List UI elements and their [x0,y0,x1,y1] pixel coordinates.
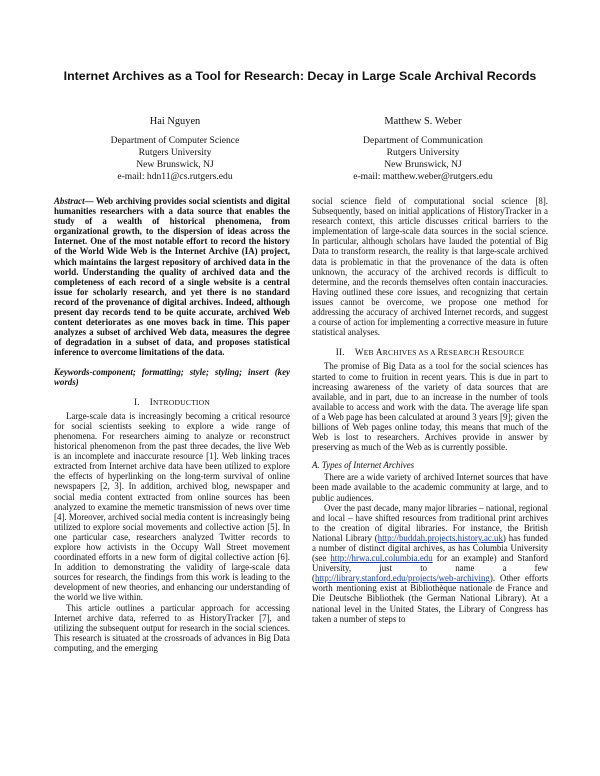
author-block-2 [338,116,508,183]
author-name: Matthew S. Weber [384,116,462,127]
keywords: Keywords-component; formatting; style; styling; insert (key words) [54,366,290,387]
author-email: e-mail: hdn11@cs.rutgers.edu [117,171,233,182]
right-column [312,196,548,624]
link-british-library[interactable]: http://buddah.projects.history.ac.uk [377,532,503,543]
link-stanford[interactable]: http://library.stanford.edu/projects/web-archiving [314,573,490,584]
abstract-lead: Abstract [54,196,85,206]
types-paragraph-1: There are a wide variety of archived Internet sources that have been made available to the academic community at large, and to public audiences. [312,472,548,503]
section-2-paragraph: The promise of Big Data as a tool for the social sciences has started to come to fruition in recent years. This is due in part to increasing awareness of the variety of data sources that are available, and in part, due to an increase in the number of tools available to access and work with the data. The average life span of a Web page has been calculated at around 3 years [9]; given the billions of Web pages online today, this means that much of the Web is lost to researchers. Archives provide in answer by preserving as much of the Web as is currently possible. [312,361,548,453]
intro-paragraph-2: This article outlines a particular approach for accessing Internet archive data, referred to as HistoryTracker [7], and utilizing the subsequent output for research in the social sciences. This research is situated at the crossroads of advances in Big Data computing, and the emerging [54,602,290,653]
author-email: e-mail: matthew.weber@rutgers.edu [353,171,493,182]
author-department: Department of Computer Science [110,135,240,146]
link-columbia[interactable]: http://hrwa.cul.columbia.edu [330,553,433,564]
author-city: New Brunswick, NJ [136,159,214,170]
abstract [54,196,290,358]
author-university: Rutgers University [138,147,212,158]
author-name: Hai Nguyen [149,116,201,127]
abstract-dash: — [84,196,96,206]
continued-paragraph: social science field of computational social science [8]. Subsequently, based on initial applications of HistoryTracker in a research context, this article discusses critical barriers to the implementation of large-scale data sources in the social science. In particular, although scholars have lauded the potential of Big Data to transform research, the reality is that large-scale archived data is problematic in that the provenance of the data is often unknown, the accuracy of the archived records is difficult to determine, and the records themselves often contain inaccuracies. Having outlined these core issues, and recognizing that certain issues cannot be overcome, we propose one method for addressing the accuracy of archived Internet records, and suggest a course of action for implementing a corrective measure in future statistical analyses. [312,196,548,338]
author-city: New Brunswick, NJ [384,159,462,170]
section-heading-web-archives: II. WEB ARCHIVES AS A RESEARCH RESOURCE [335,347,525,358]
left-column [54,196,290,653]
author-department: Department of Communication [363,135,483,146]
author-block-1 [90,116,260,183]
paper-title: Internet Archives as a Tool for Research: Decay in Large Scale Archival Records [63,69,537,83]
author-university: Rutgers University [386,147,460,158]
intro-paragraph-1: Large-scale data is increasingly becoming a critical resource for social scientists seeking to explore a wide range of phenomena. For researchers aiming to analyze or reconstruct historical phenomenon from the past three decades, the live Web is an incomplete and inaccurate resource [1]. Web linking traces extracted from Internet archive data have been utilized to explore the effects of hyperlinking on the long-term survival of online newspapers [2, 3]. In addition, archived blog, newspaper and social media content extracted from online sources has been analyzed to examine the memetic transmission of news over time [4]. Moreover, archived social media content is increasingly being utilized to explore social movements and collective action [5]. In one particular case, researchers analyzed Twitter records to explore how activists in the Occupy Wall Street movement coordinated efforts in a new form of digital collective action [6]. In addition to demonstrating the validity of large-scale data sources for research, the findings from this work is leading to the development of new theories, and enhancing our understanding of the world we live within. [54,410,290,603]
types-paragraph-2: Over the past decade, many major libraries – national, regional and local – have shifted resources from traditional print archives to the creation of digital libraries. For instance, the British National Library (http://buddah.projects.history.ac.uk) has funded a number of distinct digital archives, as has Columbia University (see http://hrwa.cul.columbia.edu for an example) and Stanford University, just to name a few (http://library.stanford.edu/projects/web-archiving). Other efforts worth mentioning exist at Bibliothèque nationale de France and Die Deutsche Bibliothek (the German National Library). At a national level in the United States, the Library of Congress has taken a number of steps to [312,502,548,624]
subsection-heading-types: A. Types of Internet Archives [312,460,415,471]
abstract-text: Web archiving provides social scientists and digital humanities researchers with a data source that enables the study of a wealth of historical phenomena, from organizational growth, to the dispersion of ideas across the Internet. One of the most notable effort to record the history of the World Wide Web is the Internet Archive (IA) project, which maintains the largest repository of archived data in the world. Understanding the quality of archived data and the completeness of each record of a single website is a central issue for scholarly research, and yet there is no standard record of the provenance of digital archives. Indeed, although present day records tend to be quite accurate, archived Web content deteriorates as one moves back in time. This paper analyzes a subset of archived Web data, measures the degree of degradation in a subset of data, and proposes statistical inference to overcome limitations of the data. [54,196,291,358]
section-heading-introduction: I. INTRODUCTION [133,396,211,407]
